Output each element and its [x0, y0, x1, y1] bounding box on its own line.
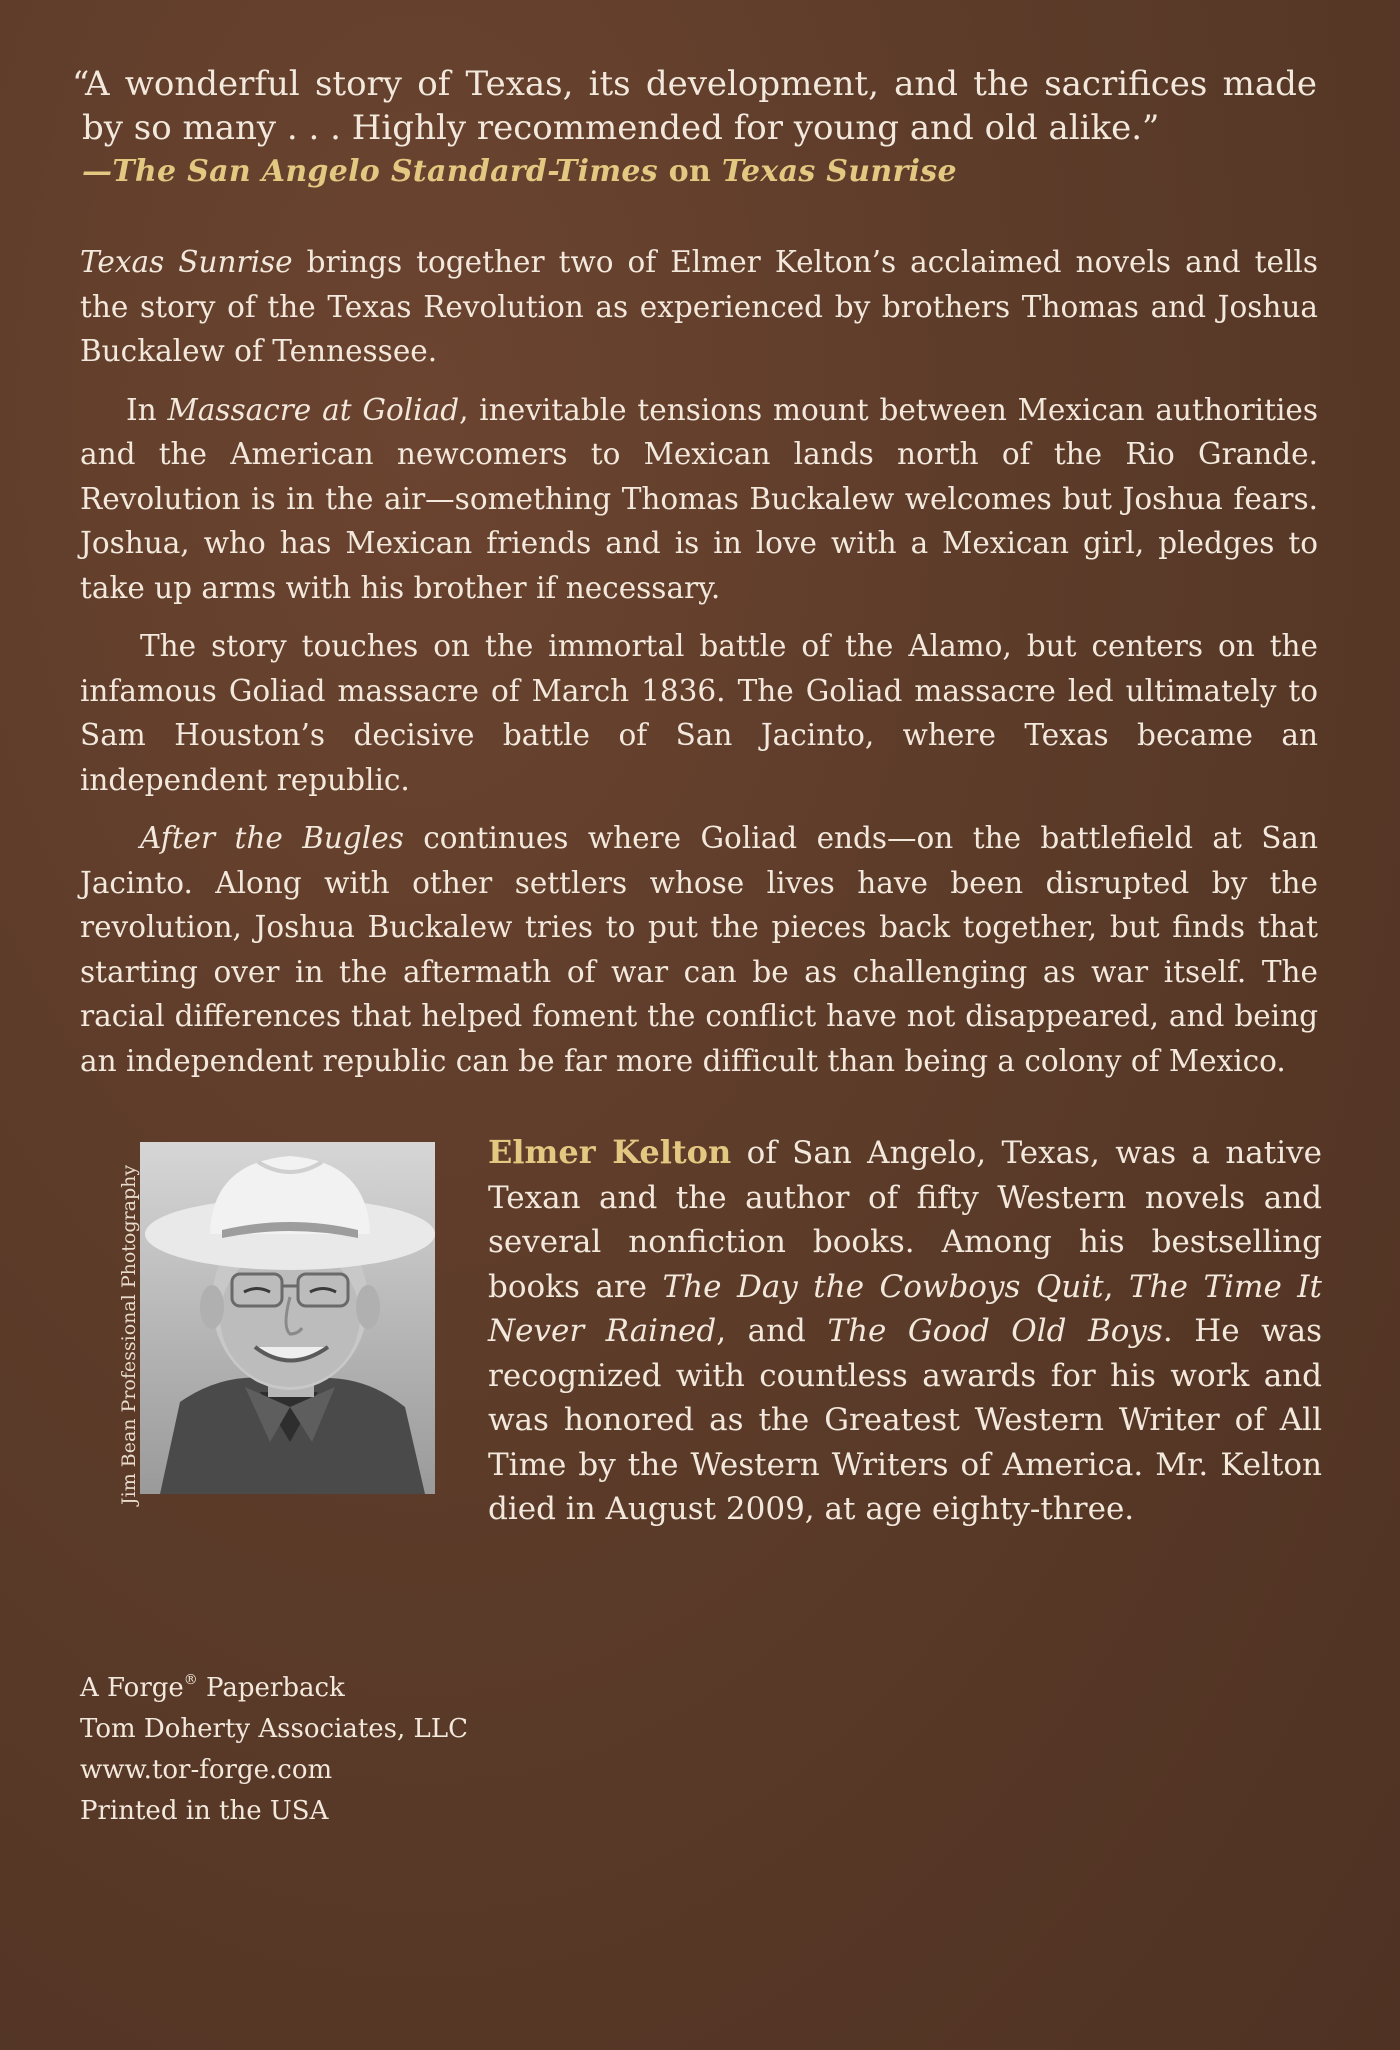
- bio-book-2: The Time It Never Rained: [488, 1268, 1322, 1349]
- author-bio: [488, 1130, 1322, 1532]
- bio-book-1: The Day the Cowboys Quit: [662, 1268, 1104, 1305]
- review-quote: [72, 62, 1317, 150]
- paragraph-goliad: [80, 388, 1318, 611]
- paragraph-intro: [80, 240, 1318, 374]
- paragraph-alamo: [80, 624, 1318, 802]
- imprint-printed: Printed in the USA: [80, 1796, 329, 1826]
- imprint-website: www.tor-forge.com: [80, 1755, 333, 1785]
- publisher-imprint: [80, 1660, 468, 1832]
- author-bio-text: [488, 1130, 1322, 1532]
- bio-text-2: ,: [1103, 1268, 1129, 1305]
- bio-text-1: of San Angelo, Texas, was a native Texan and the author of fifty Western novels and several nonfiction books. Among his bestselling books are: [488, 1135, 1323, 1305]
- paragraph-intro-text: brings together two of Elmer Kelton’s acclaimed novels and tells the story of the Texas Revolution as experienced by brothers Thomas and Joshua Buckalew of Tennessee.: [80, 245, 1318, 368]
- attribution-book: Texas Sunrise: [721, 154, 957, 189]
- imprint-line-1: [80, 1660, 468, 1709]
- attribution-on: on: [657, 154, 722, 189]
- photo-credit: Jim Bean Professional Photography: [118, 1164, 140, 1505]
- review-quote-text: “A wonderful story of Texas, its development, and the sacrifices made by so many . . . Highly recommended for young and old alike.”: [72, 64, 1317, 148]
- paragraph-goliad-lead: In: [126, 392, 168, 427]
- imprint-forge: A Forge: [80, 1673, 184, 1703]
- bio-text-4: . He was recognized with countless awards for his work and was honored as the Greatest Western Writer of All Time by the Western Writers of America. Mr. Kelton died in August 2009, at age eighty-three.: [488, 1313, 1322, 1527]
- paragraph-bugles-text: continues where Goliad ends—on the battlefield at San Jacinto. Along with other settlers whose lives have been disrupted by the revolution, Joshua Buckalew tries to put the pieces back together, but finds that starting over in the aftermath of war can be as challenging as war itself. The racial differences that helped foment the conflict have not disappeared, and being an independent republic can be far more difficult than being a colony of Mexico.: [80, 821, 1319, 1078]
- title-massacre-at-goliad: Massacre at Goliad: [167, 392, 460, 427]
- paragraph-bugles: [80, 816, 1318, 1083]
- title-texas-sunrise: Texas Sunrise: [80, 245, 293, 279]
- paragraph-alamo-text: The story touches on the immortal battle of the Alamo, but centers on the infamous Goliad massacre of March 1836. The Goliad massacre led ultimately to Sam Houston’s decisive battle of San Jacinto, where Texas became an independent republic.: [80, 629, 1318, 797]
- bio-text-3: , and: [716, 1313, 828, 1349]
- attribution-dash: —: [82, 154, 113, 189]
- imprint-line-2: Tom Doherty Associates, LLC: [80, 1714, 468, 1744]
- review-attribution: [82, 154, 957, 189]
- attribution-source: The San Angelo Standard-Times: [112, 154, 658, 189]
- author-name: Elmer Kelton: [488, 1133, 732, 1171]
- author-photo-illustration: [140, 1142, 435, 1494]
- paragraph-goliad-text: , inevitable tensions mount between Mexican authorities and the American newcomers to Mexican lands north of the Rio Grande. Revolution is in the air—something Thomas Buckalew welcomes but Joshua fears. Joshua, who has Mexican friends and is in love with a Mexican girl, pledges to take up arms with his brother if necessary.: [80, 392, 1318, 605]
- registered-mark: ®: [183, 1672, 198, 1688]
- description: [80, 240, 1318, 1097]
- author-photo: [140, 1142, 435, 1494]
- bio-book-3: The Good Old Boys: [827, 1313, 1163, 1349]
- title-after-the-bugles: After the Bugles: [140, 821, 404, 855]
- imprint-paperback: Paperback: [197, 1673, 345, 1703]
